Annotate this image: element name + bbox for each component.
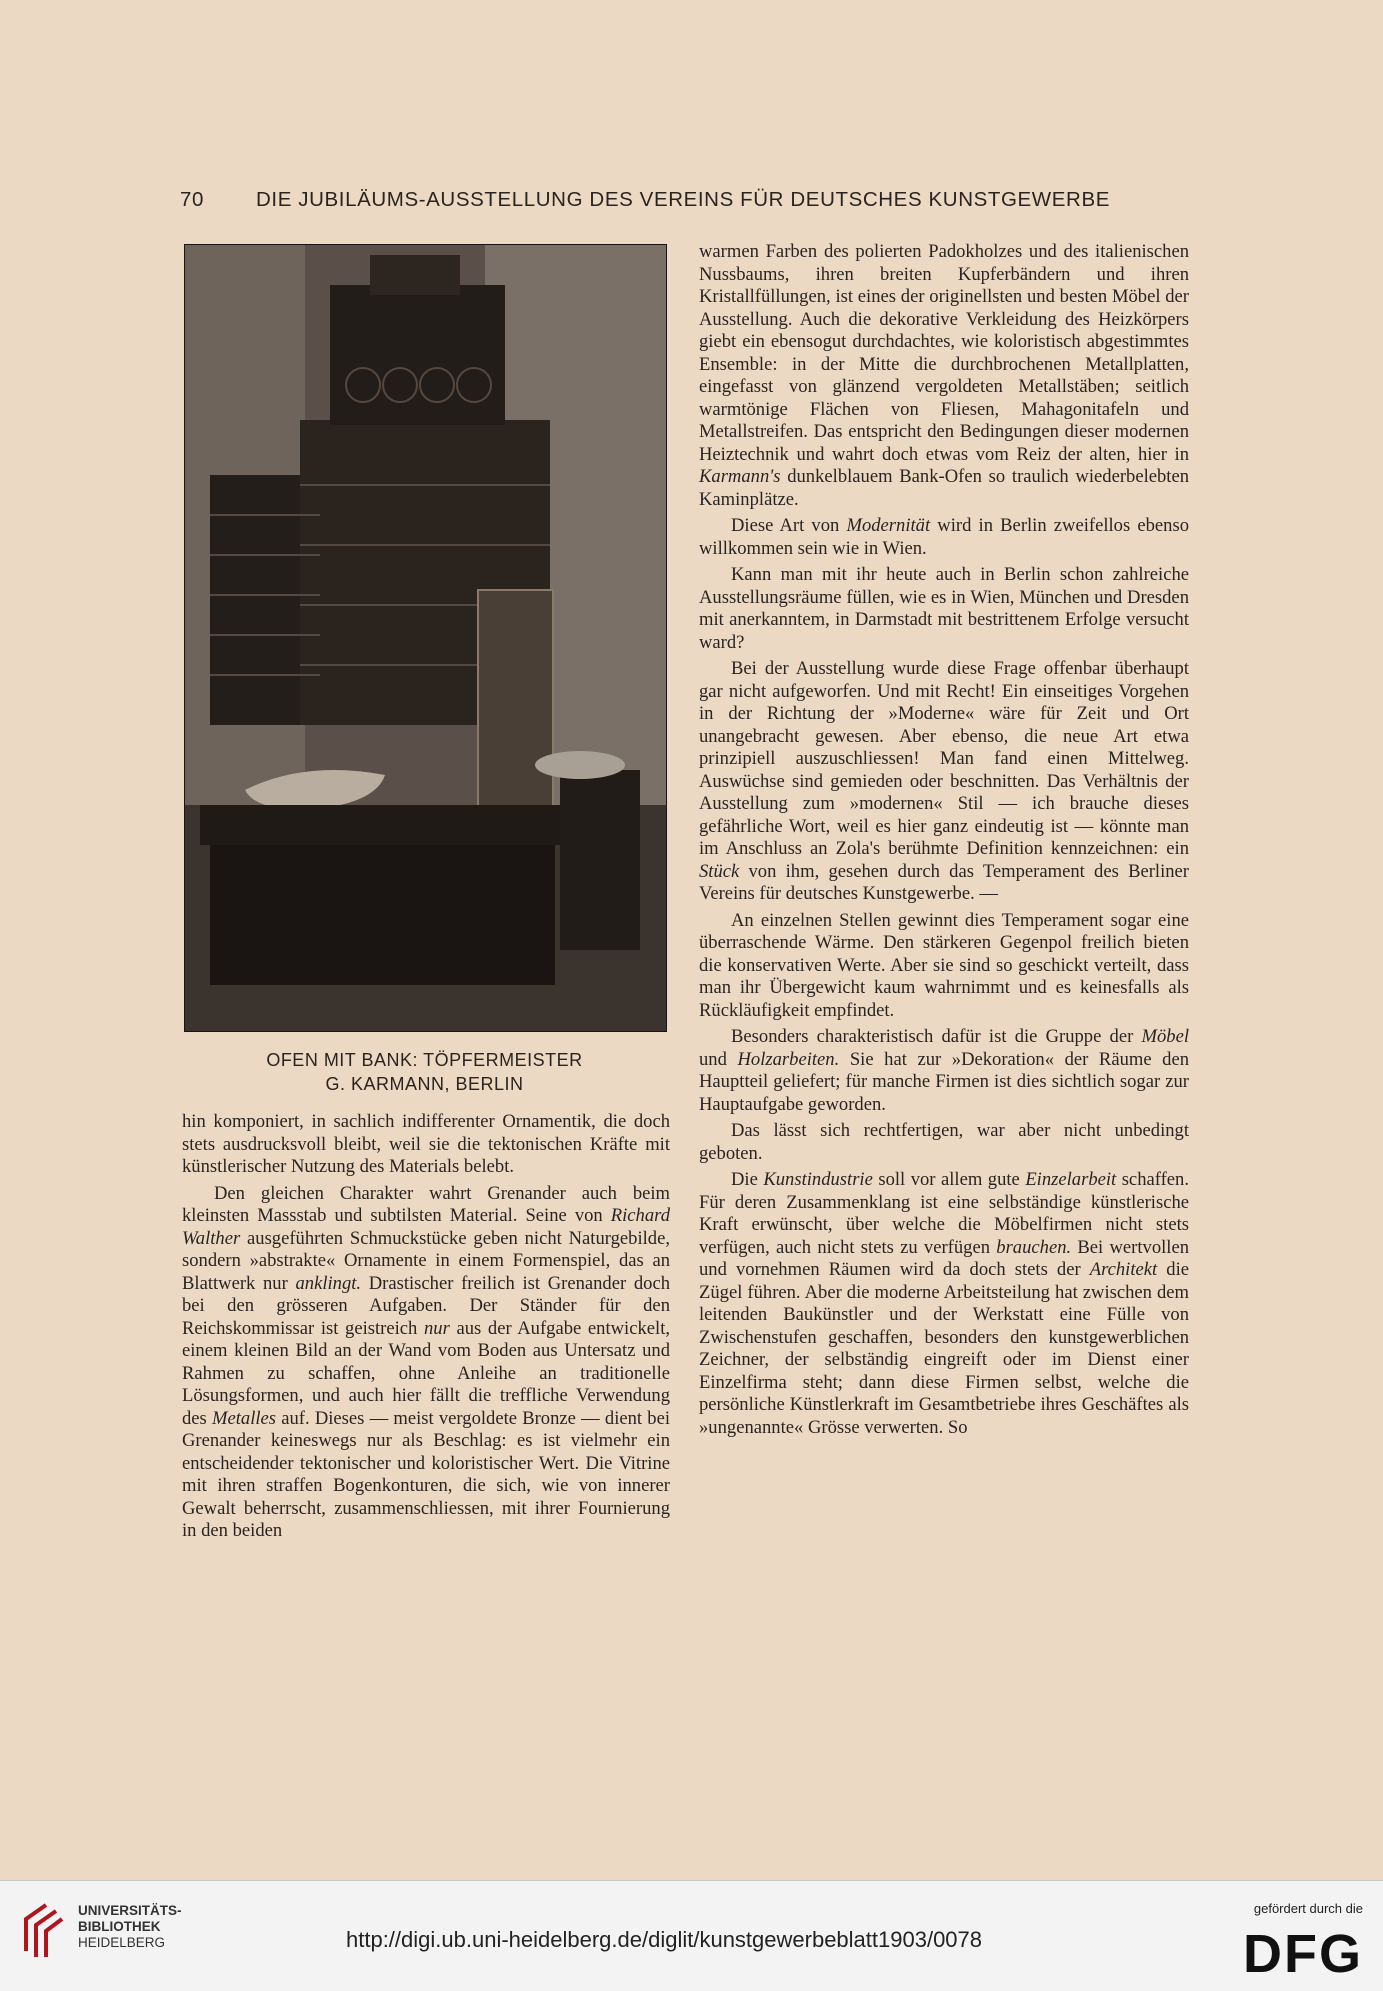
paragraph: Den gleichen Charakter wahrt Grenander auch beim kleinsten Massstab und subtilsten Material. Seine von Richard Walther ausgeführten Schmuckstücke geben nicht Naturgebilde, sondern »abstrakte« Ornamente in einem Formenspiel, das an Blattwerk nur anklingt. Drastischer freilich ist Grenander doch bei den grösseren Aufgaben. Der Ständer für den Reichskommissar ist geistreich nur aus der Aufgabe entwickelt, einem kleinen Bild an der Wand vom Boden aus Untersatz und Rahmen zu schaffen, ohne Anleihe an traditionelle Lösungsformen, und auch hier fällt die treffliche Verwendung des Metalles auf. Dieses — meist vergoldete Bronze — dient bei Grenander keineswegs nur als Beschlag: es ist vielmehr ein entscheidender tektonischer und koloristischer Wert. Die Vitrine mit ihren straffen Bogenkonturen, die sich, wie von innerer Gewalt beherrscht, zusammenschliessen, mit ihrer Fournierung in den beiden — [182, 1182, 671, 1541]
paragraph: Diese Art von Modernität wird in Berlin zweifellos ebenso willkommen sein wie in Wien. — [699, 515, 1189, 559]
paragraph: hin komponiert, in sachlich indifferenter Ornamentik, die doch stets ausdrucksvoll bleibt, weil sie die tektonischen Kräfte mit künstlerischer Nutzung des Materials belebt. — [182, 1111, 670, 1177]
emphasis: Richard Walther — [182, 1205, 670, 1249]
emphasis: brauchen. — [996, 1236, 1072, 1258]
stove-photograph — [184, 244, 667, 1032]
paragraph: Die Kunstindustrie soll vor allem gute Einzelarbeit schaffen. Für deren Zusammenklang ist eine selbständige künstlerische Kraft erwünscht, über welche die Möbelfirmen nicht stets verfügen, auch nicht stets zu verfügen brauchen. Bei wertvollen und vornehmen Räumen wird da doch stets der Architekt die Zügel führen. Aber die moderne Arbeitsteilung hat zwischen dem leitenden Baukünstler und der Werkstatt eine Fülle von Zwischenstufen geschaffen, besonders den kunstgewerblichen Zeichner, der selbständig eingreift oder im Dienst einer Einzelfirma steht; dann diese Firmen selbst, welche die persönliche Künstlerkraft im Gesamtbetriebe ihres Geschäftes als »ungenannte« Grösse verwerten. So — [699, 1169, 1189, 1438]
dfg-logo: DFG — [1243, 1924, 1363, 1984]
running-header — [180, 188, 1200, 220]
paragraph: warmen Farben des polierten Padokholzes und des italienischen Nussbaums, ihren breiten Kupferbändern und ihren Kristallfüllungen, ist eines der originellsten und besten Möbel der Ausstellung. Auch die dekorative Verkleidung des Heizkörpers giebt ein ebensogut durchdachtes, wie koloristisch abgestimmtes Ensemble: in der Mitte die durchbrochenen Metallplatten, eingefasst von glänzend vergoldeten Metallstäben; seitlich warmtönige Flächen von Fliesen, Mahagonitafeln und Metallstreifen. Das entspricht den Bedingungen dieser modernen Heiztechnik und wahrt doch etwas vom Reiz der alten, hier in Karmann's dunkelblauem Bank-Ofen so traulich wiederbelebten Kaminplätze. — [699, 241, 1189, 510]
source-url-link[interactable]: http://digi.ub.uni-heidelberg.de/diglit/kunstgewerbeblatt1903/0078 — [346, 1927, 983, 1952]
university-library-logo-icon — [16, 1901, 66, 1961]
library-name: UNIVERSITÄTS- BIBLIOTHEK HEIDELBERG — [78, 1903, 182, 1950]
paragraph: Das lässt sich rechtfertigen, war aber nicht unbedingt geboten. — [699, 1120, 1189, 1164]
stove-illustration — [185, 245, 666, 1031]
right-text-column — [699, 241, 1189, 1443]
emphasis: Architekt — [1089, 1259, 1158, 1280]
emphasis: Möbel — [1141, 1026, 1189, 1047]
figure-caption — [184, 1048, 665, 1096]
left-text-column — [182, 1111, 670, 1547]
caption-line-1: OFEN MIT BANK: TÖPFERMEISTER — [266, 1050, 583, 1070]
emphasis: anklingt. — [295, 1272, 362, 1294]
emphasis: nur — [423, 1317, 450, 1339]
paragraph: Kann man mit ihr heute auch in Berlin schon zahlreiche Ausstellungsräume füllen, wie es in Wien, München und Dresden mit anerkanntem, in Darmstadt mit bestrittenem Erfolge versucht ward? — [699, 564, 1189, 653]
emphasis: Holzarbeiten. — [737, 1048, 840, 1070]
paragraph: Bei der Ausstellung wurde diese Frage offenbar überhaupt gar nicht aufgeworfen. Und mit Recht! Ein einseitiges Vorgehen in der Richtung der »Moderne« wäre für Zeit und Ort unangebracht gewesen. Aber ebenso, die neue Art etwa prinzipiell auszuschliessen! Man fand einen Mittelweg. Auswüchse sind gemieden oder beschnitten. Das Verhältnis der Ausstellung zum »modernen« Stil — ich brauche dieses gefährliche Wort, weil es hier ganz eindeutig ist — könnte man im Anschluss an Zola's berühmte Definition kennzeichnen: ein Stück von ihm, gesehen durch das Temperament des Berliner Vereins für deutsches Kunstgewerbe. — — [699, 658, 1189, 904]
emphasis: Karmann's — [699, 466, 781, 487]
paragraph: Besonders charakteristisch dafür ist die Gruppe der Möbel und Holzarbeiten. Sie hat zur »Dekoration« der Räume den Hauptteil geliefert; für manche Firmen ist dies sichtlich sogar zur Hauptaufgabe geworden. — [699, 1026, 1190, 1115]
emphasis: Metalles — [212, 1407, 277, 1429]
emphasis: Stück — [699, 860, 740, 882]
page-number: 70 — [180, 188, 205, 211]
caption-line-2: G. KARMANN, BERLIN — [325, 1074, 524, 1094]
emphasis: Kunstindustrie — [763, 1169, 873, 1190]
paragraph: An einzelnen Stellen gewinnt dies Temperament sogar eine überraschende Wärme. Den stärkeren Gegenpol freilich bieten die konservativen Werte. Aber sie sind so geschickt verteilt, dass man ihr Übergewicht kaum wahrnimmt und es keinesfalls als Rückläufigkeit empfindet. — [699, 909, 1189, 1021]
funding-caption: gefördert durch die — [1253, 1901, 1363, 1916]
emphasis: Einzelarbeit — [1025, 1169, 1117, 1190]
running-title: DIE JUBILÄUMS-AUSSTELLUNG DES VEREINS FÜR DEUTSCHES KUNSTGEWERBE — [256, 188, 1110, 211]
library-footer — [0, 1880, 1383, 1991]
emphasis: Modernität — [846, 515, 931, 536]
